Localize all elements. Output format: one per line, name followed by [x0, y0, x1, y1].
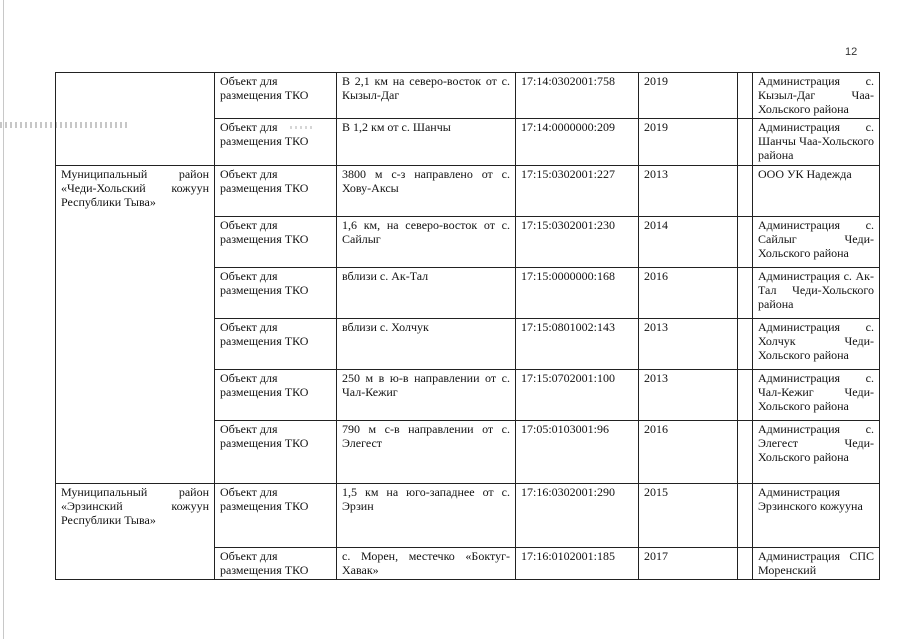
object-type-cell: Объект для размещения ТКО	[215, 319, 337, 370]
cadastral-number-cell: 17:14:0302001:758	[516, 73, 639, 119]
object-type-cell: Объект для размещения ТКО	[215, 166, 337, 217]
cadastral-number-cell: 17:05:0103001:96	[516, 421, 639, 484]
cadastral-number-cell: 17:15:0801002:143	[516, 319, 639, 370]
owner-cell: Администрация с. Ак-Тал Чеди-Хольского района	[753, 268, 880, 319]
location-cell: 250 м в ю-в направлении от с. Чал-Кежиг	[337, 370, 516, 421]
district-cell: Муниципальный район «Эрзинский кожуун Республики Тыва»	[56, 484, 215, 548]
owner-cell: Администрация с. Элегест Чеди-Хольского района	[753, 421, 880, 484]
object-type-cell: Объект для размещения ТКО	[215, 484, 337, 548]
owner-cell: ООО УК Надежда	[753, 166, 880, 217]
owner-cell: Администрация с. Чал-Кежиг Чеди-Хольского района	[753, 370, 880, 421]
spacer-cell	[738, 548, 753, 580]
district-cell	[56, 268, 215, 319]
waste-sites-table	[55, 72, 880, 580]
object-type-cell: Объект для размещения ТКО	[215, 370, 337, 421]
table-row	[56, 217, 880, 268]
location-cell: 1,6 км, на северо-восток от с. Сайлыг	[337, 217, 516, 268]
district-cell	[56, 73, 215, 119]
location-cell: В 1,2 км от с. Шанчы	[337, 119, 516, 166]
district-cell	[56, 217, 215, 268]
cadastral-number-cell: 17:15:0302001:230	[516, 217, 639, 268]
year-cell: 2016	[639, 421, 738, 484]
spacer-cell	[738, 484, 753, 548]
cadastral-number-cell: 17:14:0000000:209	[516, 119, 639, 166]
table-row	[56, 119, 880, 166]
location-cell: В 2,1 км на северо-восток от с. Кызыл-Даг	[337, 73, 516, 119]
location-cell: 790 м с-в направлении от с. Элегест	[337, 421, 516, 484]
owner-cell: Администрация с. Шанчы Чаа-Хольского района	[753, 119, 880, 166]
year-cell: 2013	[639, 370, 738, 421]
year-cell: 2019	[639, 73, 738, 119]
district-cell: Муниципальный район «Чеди-Хольский кожуун Республики Тыва»	[56, 166, 215, 217]
object-type-cell: Объект для размещения ТКО	[215, 421, 337, 484]
spacer-cell	[738, 166, 753, 217]
district-cell	[56, 319, 215, 370]
cadastral-number-cell: 17:15:0702001:100	[516, 370, 639, 421]
location-cell: вблизи с. Ак-Тал	[337, 268, 516, 319]
spacer-cell	[738, 319, 753, 370]
table-row	[56, 268, 880, 319]
owner-cell: Администрация СПС Моренский	[753, 548, 880, 580]
spacer-cell	[738, 119, 753, 166]
district-cell	[56, 548, 215, 580]
year-cell: 2015	[639, 484, 738, 548]
year-cell: 2016	[639, 268, 738, 319]
object-type-cell: Объект для размещения ТКО	[215, 119, 337, 166]
spacer-cell	[738, 217, 753, 268]
year-cell: 2017	[639, 548, 738, 580]
spacer-cell	[738, 421, 753, 484]
object-type-cell: Объект для размещения ТКО	[215, 217, 337, 268]
district-cell	[56, 421, 215, 484]
page-number: 12	[845, 46, 858, 58]
object-type-cell: Объект для размещения ТКО	[215, 73, 337, 119]
owner-cell: Администрация с. Сайлыг Чеди-Хольского района	[753, 217, 880, 268]
location-cell: 1,5 км на юго-западнее от с. Эрзин	[337, 484, 516, 548]
table-row	[56, 319, 880, 370]
owner-cell: Администрация с. Кызыл-Даг Чаа-Хольского района	[753, 73, 880, 119]
scan-edge-line	[3, 0, 4, 639]
district-cell	[56, 370, 215, 421]
table-row	[56, 484, 880, 548]
year-cell: 2013	[639, 166, 738, 217]
owner-cell: Администрация с. Холчук Чеди-Хольского района	[753, 319, 880, 370]
spacer-cell	[738, 73, 753, 119]
object-type-cell: Объект для размещения ТКО	[215, 268, 337, 319]
location-cell: вблизи с. Холчук	[337, 319, 516, 370]
district-cell	[56, 119, 215, 166]
table-row	[56, 421, 880, 484]
table-row	[56, 166, 880, 217]
spacer-cell	[738, 370, 753, 421]
spacer-cell	[738, 268, 753, 319]
table-row	[56, 73, 880, 119]
cadastral-number-cell: 17:15:0302001:227	[516, 166, 639, 217]
location-cell: с. Морен, местечко «Боктуг-Хавак»	[337, 548, 516, 580]
object-type-cell: Объект для размещения ТКО	[215, 548, 337, 580]
year-cell: 2013	[639, 319, 738, 370]
year-cell: 2019	[639, 119, 738, 166]
location-cell: 3800 м с-з направлено от с. Хову-Аксы	[337, 166, 516, 217]
cadastral-number-cell: 17:16:0102001:185	[516, 548, 639, 580]
table-row	[56, 548, 880, 580]
cadastral-number-cell: 17:16:0302001:290	[516, 484, 639, 548]
cadastral-number-cell: 17:15:0000000:168	[516, 268, 639, 319]
owner-cell: Администрация Эрзинского кожууна	[753, 484, 880, 548]
table-row	[56, 370, 880, 421]
year-cell: 2014	[639, 217, 738, 268]
